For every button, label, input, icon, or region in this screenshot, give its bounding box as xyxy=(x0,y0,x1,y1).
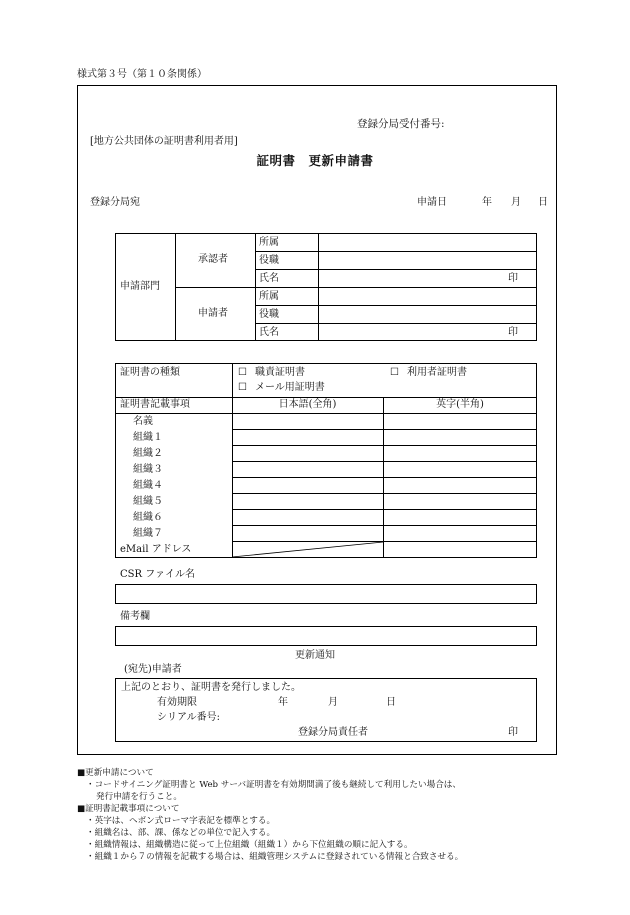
applicant-affiliation-label: 所属 xyxy=(259,291,279,302)
date-day: 日 xyxy=(538,197,548,208)
applicant-name-label: 氏名 xyxy=(259,327,279,338)
row-org6: 組織６ xyxy=(133,512,163,523)
validity-year: 年 xyxy=(278,697,288,708)
audience-note: [地方公共団体の証明書利用者用] xyxy=(90,136,238,147)
approver-seal: 印 xyxy=(508,273,518,284)
csr-field[interactable] xyxy=(115,584,537,604)
row-email: eMail アドレス xyxy=(120,544,192,555)
note-items-4: ・組織１から７の情報を記載する場合は、組織管理システムに登録されている情報と合致させる。 xyxy=(86,852,464,862)
option-official-label: 職責証明書 xyxy=(255,367,305,378)
cert-items-label: 証明書記載事項 xyxy=(120,399,190,410)
renewal-to: (宛先)申請者 xyxy=(124,664,182,675)
cert-type-label: 証明書の種類 xyxy=(120,367,180,378)
approver-position-label: 役職 xyxy=(259,255,279,266)
note-items-2: ・組織名は、部、課、係などの単位で記入する。 xyxy=(86,828,276,838)
applicant-label: 申請者 xyxy=(198,308,228,319)
remarks-field[interactable] xyxy=(115,626,537,646)
checkbox-mail[interactable]: ☐ xyxy=(238,382,247,393)
csr-label: CSR ファイル名 xyxy=(120,569,196,580)
validity-label: 有効期限 xyxy=(157,697,197,708)
date-label: 申請日 xyxy=(417,197,447,208)
note-items-3: ・組織情報は、組織構造に従って上位組織（組織１）から下位組織の順に記入する。 xyxy=(86,840,413,850)
renewal-issued: 上記のとおり、証明書を発行しました。 xyxy=(121,682,301,693)
col-ja-header: 日本語(全角) xyxy=(278,399,337,410)
department-label: 申請部門 xyxy=(120,281,160,292)
note-items-1: ・英字は、ヘボン式ローマ字表記を標準とする。 xyxy=(86,816,276,826)
form-number: 様式第３号（第１０条関係） xyxy=(77,69,207,80)
applicant-seal: 印 xyxy=(508,327,518,338)
note-renewal-2: 発行申請を行うこと。 xyxy=(96,792,182,802)
col-en-header: 英字(半角) xyxy=(436,399,484,410)
date-month: 月 xyxy=(511,197,521,208)
approver-affiliation-label: 所属 xyxy=(259,237,279,248)
addressee: 登録分局宛 xyxy=(90,197,140,208)
remarks-label: 備考欄 xyxy=(120,611,150,622)
reception-number-label: 登録分局受付番号: xyxy=(357,118,445,130)
note-renewal-1: ・コードサイニング証明書と Web サーバ証明書を有効期間満了後も継続して利用したい場合は、 xyxy=(86,780,461,790)
applicant-position-label: 役職 xyxy=(259,309,279,320)
row-org4: 組織４ xyxy=(133,480,163,491)
option-user-label: 利用者証明書 xyxy=(407,367,467,378)
row-org7: 組織７ xyxy=(133,528,163,539)
row-meigi: 名義 xyxy=(133,416,153,427)
checkbox-user[interactable]: ☐ xyxy=(390,367,399,378)
date-year: 年 xyxy=(482,197,492,208)
validity-day: 日 xyxy=(386,697,396,708)
note-heading-renewal: ■更新申請について xyxy=(77,768,154,778)
page-title: 証明書 更新申請書 xyxy=(256,153,374,168)
row-org5: 組織５ xyxy=(133,496,163,507)
approver-name-label: 氏名 xyxy=(259,273,279,284)
approver-label: 承認者 xyxy=(198,254,228,265)
checkbox-official[interactable]: ☐ xyxy=(238,367,247,378)
note-heading-items: ■証明書記載事項について xyxy=(77,804,180,814)
serial-label: シリアル番号: xyxy=(157,712,220,723)
officer-seal: 印 xyxy=(508,727,518,738)
option-mail-label: メール用証明書 xyxy=(255,382,325,393)
renewal-heading: 更新通知 xyxy=(295,650,335,661)
row-org1: 組織１ xyxy=(133,432,163,443)
validity-month: 月 xyxy=(328,697,338,708)
row-org3: 組織３ xyxy=(133,464,163,475)
officer-label: 登録分局責任者 xyxy=(298,727,368,738)
row-org2: 組織２ xyxy=(133,448,163,459)
email-ja-strike xyxy=(232,541,384,558)
